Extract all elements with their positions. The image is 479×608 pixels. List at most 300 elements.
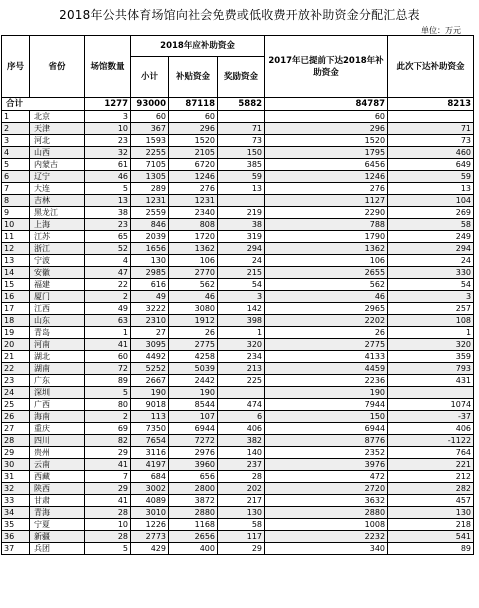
- cell-seq[interactable]: 18: [2, 315, 30, 327]
- cell-advance[interactable]: 106: [265, 255, 388, 267]
- cell-venues[interactable]: 41: [85, 459, 131, 471]
- cell-subtotal[interactable]: 27: [131, 327, 169, 339]
- cell-subtotal[interactable]: 49: [131, 291, 169, 303]
- cell-reward[interactable]: 38: [218, 219, 265, 231]
- cell-seq[interactable]: 2: [2, 123, 30, 135]
- cell-subtotal[interactable]: 2667: [131, 375, 169, 387]
- cell-province[interactable]: 福建: [30, 279, 85, 291]
- cell-this-round[interactable]: -1122: [388, 435, 474, 447]
- cell-province[interactable]: 天津: [30, 123, 85, 135]
- cell-advance[interactable]: 1795: [265, 147, 388, 159]
- cell-reward[interactable]: 13: [218, 183, 265, 195]
- cell-seq[interactable]: 36: [2, 531, 30, 543]
- cell-reward[interactable]: 406: [218, 423, 265, 435]
- cell-this-round[interactable]: 212: [388, 471, 474, 483]
- cell-advance[interactable]: 1246: [265, 171, 388, 183]
- cell-reward[interactable]: 234: [218, 351, 265, 363]
- cell-venues[interactable]: 63: [85, 315, 131, 327]
- cell-advance[interactable]: 150: [265, 411, 388, 423]
- cell-advance[interactable]: 8776: [265, 435, 388, 447]
- header-group-2018[interactable]: 2018年应补助资金: [131, 36, 265, 57]
- cell-this-round[interactable]: 24: [388, 255, 474, 267]
- cell-province[interactable]: 湖南: [30, 363, 85, 375]
- cell-subtotal[interactable]: 3095: [131, 339, 169, 351]
- cell-subsidy[interactable]: 2442: [169, 375, 218, 387]
- cell-venues[interactable]: 13: [85, 195, 131, 207]
- cell-this-round[interactable]: 221: [388, 459, 474, 471]
- cell-province[interactable]: 甘肃: [30, 495, 85, 507]
- cell-this-round[interactable]: 406: [388, 423, 474, 435]
- cell-this-round[interactable]: 294: [388, 243, 474, 255]
- cell-advance[interactable]: 562: [265, 279, 388, 291]
- cell-subtotal[interactable]: 190: [131, 387, 169, 399]
- cell-province[interactable]: 河北: [30, 135, 85, 147]
- cell-province[interactable]: 辽宁: [30, 171, 85, 183]
- cell-venues[interactable]: 41: [85, 339, 131, 351]
- cell-venues[interactable]: 29: [85, 483, 131, 495]
- cell-reward[interactable]: 117: [218, 531, 265, 543]
- cell-advance[interactable]: 276: [265, 183, 388, 195]
- cell-seq[interactable]: 13: [2, 255, 30, 267]
- total-subtotal[interactable]: 93000: [131, 98, 169, 111]
- cell-reward[interactable]: 319: [218, 231, 265, 243]
- cell-advance[interactable]: 1008: [265, 519, 388, 531]
- cell-advance[interactable]: 26: [265, 327, 388, 339]
- cell-reward[interactable]: 73: [218, 135, 265, 147]
- cell-seq[interactable]: 4: [2, 147, 30, 159]
- cell-seq[interactable]: 27: [2, 423, 30, 435]
- cell-venues[interactable]: 65: [85, 231, 131, 243]
- cell-subsidy[interactable]: 7272: [169, 435, 218, 447]
- cell-subsidy[interactable]: 808: [169, 219, 218, 231]
- cell-venues[interactable]: 23: [85, 219, 131, 231]
- cell-seq[interactable]: 34: [2, 507, 30, 519]
- cell-subtotal[interactable]: 9018: [131, 399, 169, 411]
- cell-subsidy[interactable]: 8544: [169, 399, 218, 411]
- cell-venues[interactable]: 5: [85, 183, 131, 195]
- cell-venues[interactable]: 2: [85, 411, 131, 423]
- total-label[interactable]: 合计: [2, 98, 85, 111]
- cell-subtotal[interactable]: 7105: [131, 159, 169, 171]
- cell-reward[interactable]: 219: [218, 207, 265, 219]
- cell-this-round[interactable]: [388, 387, 474, 399]
- cell-venues[interactable]: 5: [85, 387, 131, 399]
- cell-venues[interactable]: 3: [85, 111, 131, 123]
- cell-subtotal[interactable]: 367: [131, 123, 169, 135]
- cell-subsidy[interactable]: 106: [169, 255, 218, 267]
- cell-subsidy[interactable]: 2105: [169, 147, 218, 159]
- cell-province[interactable]: 海南: [30, 411, 85, 423]
- cell-subsidy[interactable]: 1246: [169, 171, 218, 183]
- cell-subsidy[interactable]: 276: [169, 183, 218, 195]
- cell-reward[interactable]: 225: [218, 375, 265, 387]
- cell-subsidy[interactable]: 4258: [169, 351, 218, 363]
- cell-subsidy[interactable]: 562: [169, 279, 218, 291]
- total-this-round[interactable]: 8213: [388, 98, 474, 111]
- cell-venues[interactable]: 4: [85, 255, 131, 267]
- cell-venues[interactable]: 28: [85, 507, 131, 519]
- cell-reward[interactable]: 215: [218, 267, 265, 279]
- cell-this-round[interactable]: 13: [388, 183, 474, 195]
- cell-advance[interactable]: 2290: [265, 207, 388, 219]
- cell-this-round[interactable]: 359: [388, 351, 474, 363]
- cell-subtotal[interactable]: 5252: [131, 363, 169, 375]
- cell-advance[interactable]: 46: [265, 291, 388, 303]
- cell-advance[interactable]: 296: [265, 123, 388, 135]
- cell-advance[interactable]: 788: [265, 219, 388, 231]
- cell-subtotal[interactable]: 1226: [131, 519, 169, 531]
- cell-province[interactable]: 广西: [30, 399, 85, 411]
- cell-province[interactable]: 山西: [30, 147, 85, 159]
- cell-subsidy[interactable]: 6720: [169, 159, 218, 171]
- cell-subsidy[interactable]: 3960: [169, 459, 218, 471]
- cell-advance[interactable]: 2232: [265, 531, 388, 543]
- cell-subsidy[interactable]: 3080: [169, 303, 218, 315]
- cell-province[interactable]: 宁夏: [30, 519, 85, 531]
- cell-province[interactable]: 安徽: [30, 267, 85, 279]
- cell-this-round[interactable]: 58: [388, 219, 474, 231]
- header-reward[interactable]: 奖励资金: [218, 57, 265, 98]
- cell-subsidy[interactable]: 2775: [169, 339, 218, 351]
- cell-advance[interactable]: 6944: [265, 423, 388, 435]
- cell-reward[interactable]: 237: [218, 459, 265, 471]
- cell-province[interactable]: 黑龙江: [30, 207, 85, 219]
- cell-reward[interactable]: 6: [218, 411, 265, 423]
- cell-advance[interactable]: 2202: [265, 315, 388, 327]
- cell-advance[interactable]: 1127: [265, 195, 388, 207]
- cell-reward[interactable]: 213: [218, 363, 265, 375]
- cell-seq[interactable]: 3: [2, 135, 30, 147]
- cell-province[interactable]: 山东: [30, 315, 85, 327]
- cell-province[interactable]: 吉林: [30, 195, 85, 207]
- cell-seq[interactable]: 9: [2, 207, 30, 219]
- cell-reward[interactable]: 24: [218, 255, 265, 267]
- header-subsidy[interactable]: 补贴资金: [169, 57, 218, 98]
- cell-subtotal[interactable]: 429: [131, 543, 169, 555]
- cell-advance[interactable]: 3976: [265, 459, 388, 471]
- cell-reward[interactable]: 294: [218, 243, 265, 255]
- cell-reward[interactable]: 71: [218, 123, 265, 135]
- cell-subsidy[interactable]: 1231: [169, 195, 218, 207]
- cell-venues[interactable]: 46: [85, 171, 131, 183]
- cell-seq[interactable]: 10: [2, 219, 30, 231]
- cell-advance[interactable]: 1790: [265, 231, 388, 243]
- cell-seq[interactable]: 24: [2, 387, 30, 399]
- cell-venues[interactable]: 29: [85, 447, 131, 459]
- cell-subsidy[interactable]: 3872: [169, 495, 218, 507]
- cell-province[interactable]: 浙江: [30, 243, 85, 255]
- cell-province[interactable]: 上海: [30, 219, 85, 231]
- cell-this-round[interactable]: 3: [388, 291, 474, 303]
- cell-subtotal[interactable]: 2255: [131, 147, 169, 159]
- cell-seq[interactable]: 1: [2, 111, 30, 123]
- cell-subsidy[interactable]: 5039: [169, 363, 218, 375]
- cell-reward[interactable]: 217: [218, 495, 265, 507]
- cell-seq[interactable]: 12: [2, 243, 30, 255]
- cell-this-round[interactable]: 431: [388, 375, 474, 387]
- cell-seq[interactable]: 6: [2, 171, 30, 183]
- cell-province[interactable]: 新疆: [30, 531, 85, 543]
- cell-seq[interactable]: 16: [2, 291, 30, 303]
- cell-reward[interactable]: 59: [218, 171, 265, 183]
- cell-seq[interactable]: 20: [2, 339, 30, 351]
- cell-reward[interactable]: 29: [218, 543, 265, 555]
- cell-this-round[interactable]: 257: [388, 303, 474, 315]
- cell-advance[interactable]: 2352: [265, 447, 388, 459]
- cell-province[interactable]: 北京: [30, 111, 85, 123]
- cell-subtotal[interactable]: 1593: [131, 135, 169, 147]
- cell-this-round[interactable]: 460: [388, 147, 474, 159]
- cell-reward[interactable]: [218, 195, 265, 207]
- cell-reward[interactable]: 3: [218, 291, 265, 303]
- total-subsidy[interactable]: 87118: [169, 98, 218, 111]
- cell-subsidy[interactable]: 1520: [169, 135, 218, 147]
- cell-seq[interactable]: 8: [2, 195, 30, 207]
- cell-seq[interactable]: 17: [2, 303, 30, 315]
- cell-reward[interactable]: 398: [218, 315, 265, 327]
- cell-reward[interactable]: 54: [218, 279, 265, 291]
- cell-reward[interactable]: 474: [218, 399, 265, 411]
- cell-seq[interactable]: 22: [2, 363, 30, 375]
- cell-subsidy[interactable]: 2656: [169, 531, 218, 543]
- cell-advance[interactable]: 60: [265, 111, 388, 123]
- cell-venues[interactable]: 69: [85, 423, 131, 435]
- cell-venues[interactable]: 47: [85, 267, 131, 279]
- cell-reward[interactable]: 202: [218, 483, 265, 495]
- cell-advance[interactable]: 7944: [265, 399, 388, 411]
- cell-reward[interactable]: 130: [218, 507, 265, 519]
- cell-province[interactable]: 内蒙古: [30, 159, 85, 171]
- cell-reward[interactable]: [218, 111, 265, 123]
- cell-this-round[interactable]: 764: [388, 447, 474, 459]
- cell-seq[interactable]: 7: [2, 183, 30, 195]
- cell-venues[interactable]: 49: [85, 303, 131, 315]
- cell-province[interactable]: 四川: [30, 435, 85, 447]
- cell-seq[interactable]: 32: [2, 483, 30, 495]
- cell-advance[interactable]: 190: [265, 387, 388, 399]
- cell-advance[interactable]: 4133: [265, 351, 388, 363]
- cell-subtotal[interactable]: 3116: [131, 447, 169, 459]
- cell-seq[interactable]: 19: [2, 327, 30, 339]
- cell-subtotal[interactable]: 3222: [131, 303, 169, 315]
- cell-subsidy[interactable]: 46: [169, 291, 218, 303]
- cell-subtotal[interactable]: 2559: [131, 207, 169, 219]
- cell-subsidy[interactable]: 26: [169, 327, 218, 339]
- cell-province[interactable]: 重庆: [30, 423, 85, 435]
- cell-subtotal[interactable]: 2773: [131, 531, 169, 543]
- cell-venues[interactable]: 60: [85, 351, 131, 363]
- cell-province[interactable]: 厦门: [30, 291, 85, 303]
- cell-this-round[interactable]: 793: [388, 363, 474, 375]
- cell-subsidy[interactable]: 107: [169, 411, 218, 423]
- cell-province[interactable]: 西藏: [30, 471, 85, 483]
- cell-subtotal[interactable]: 3002: [131, 483, 169, 495]
- cell-venues[interactable]: 32: [85, 147, 131, 159]
- cell-province[interactable]: 江苏: [30, 231, 85, 243]
- cell-venues[interactable]: 1: [85, 327, 131, 339]
- cell-this-round[interactable]: 1: [388, 327, 474, 339]
- cell-seq[interactable]: 14: [2, 267, 30, 279]
- cell-province[interactable]: 宁波: [30, 255, 85, 267]
- cell-subtotal[interactable]: 130: [131, 255, 169, 267]
- cell-province[interactable]: 贵州: [30, 447, 85, 459]
- cell-this-round[interactable]: 71: [388, 123, 474, 135]
- cell-this-round[interactable]: [388, 111, 474, 123]
- cell-seq[interactable]: 37: [2, 543, 30, 555]
- cell-province[interactable]: 云南: [30, 459, 85, 471]
- cell-subtotal[interactable]: 4197: [131, 459, 169, 471]
- cell-subtotal[interactable]: 7350: [131, 423, 169, 435]
- cell-subsidy[interactable]: 1912: [169, 315, 218, 327]
- cell-advance[interactable]: 1362: [265, 243, 388, 255]
- cell-seq[interactable]: 26: [2, 411, 30, 423]
- cell-venues[interactable]: 10: [85, 123, 131, 135]
- cell-seq[interactable]: 25: [2, 399, 30, 411]
- cell-reward[interactable]: 1: [218, 327, 265, 339]
- cell-this-round[interactable]: -37: [388, 411, 474, 423]
- total-venues[interactable]: 1277: [85, 98, 131, 111]
- cell-venues[interactable]: 41: [85, 495, 131, 507]
- cell-subtotal[interactable]: 7654: [131, 435, 169, 447]
- cell-venues[interactable]: 28: [85, 531, 131, 543]
- cell-subtotal[interactable]: 1231: [131, 195, 169, 207]
- cell-venues[interactable]: 80: [85, 399, 131, 411]
- cell-subtotal[interactable]: 1305: [131, 171, 169, 183]
- cell-province[interactable]: 大连: [30, 183, 85, 195]
- cell-subsidy[interactable]: 2976: [169, 447, 218, 459]
- cell-venues[interactable]: 23: [85, 135, 131, 147]
- cell-reward[interactable]: 142: [218, 303, 265, 315]
- cell-this-round[interactable]: 104: [388, 195, 474, 207]
- cell-advance[interactable]: 2775: [265, 339, 388, 351]
- cell-advance[interactable]: 2655: [265, 267, 388, 279]
- cell-subtotal[interactable]: 4089: [131, 495, 169, 507]
- cell-this-round[interactable]: 649: [388, 159, 474, 171]
- cell-this-round[interactable]: 59: [388, 171, 474, 183]
- cell-seq[interactable]: 35: [2, 519, 30, 531]
- cell-subsidy[interactable]: 2340: [169, 207, 218, 219]
- cell-subsidy[interactable]: 1362: [169, 243, 218, 255]
- cell-this-round[interactable]: 541: [388, 531, 474, 543]
- cell-venues[interactable]: 52: [85, 243, 131, 255]
- cell-this-round[interactable]: 330: [388, 267, 474, 279]
- cell-this-round[interactable]: 320: [388, 339, 474, 351]
- cell-subsidy[interactable]: 1720: [169, 231, 218, 243]
- cell-advance[interactable]: 1520: [265, 135, 388, 147]
- cell-subtotal[interactable]: 1656: [131, 243, 169, 255]
- cell-subsidy[interactable]: 60: [169, 111, 218, 123]
- cell-reward[interactable]: 58: [218, 519, 265, 531]
- cell-this-round[interactable]: 73: [388, 135, 474, 147]
- cell-province[interactable]: 深圳: [30, 387, 85, 399]
- cell-subtotal[interactable]: 4492: [131, 351, 169, 363]
- cell-venues[interactable]: 22: [85, 279, 131, 291]
- cell-province[interactable]: 河南: [30, 339, 85, 351]
- cell-reward[interactable]: 28: [218, 471, 265, 483]
- cell-subtotal[interactable]: 3010: [131, 507, 169, 519]
- cell-province[interactable]: 青岛: [30, 327, 85, 339]
- cell-subtotal[interactable]: 113: [131, 411, 169, 423]
- cell-this-round[interactable]: 89: [388, 543, 474, 555]
- total-advance[interactable]: 84787: [265, 98, 388, 111]
- cell-subtotal[interactable]: 2310: [131, 315, 169, 327]
- cell-reward[interactable]: 320: [218, 339, 265, 351]
- cell-reward[interactable]: [218, 387, 265, 399]
- cell-subtotal[interactable]: 846: [131, 219, 169, 231]
- cell-this-round[interactable]: 108: [388, 315, 474, 327]
- cell-this-round[interactable]: 218: [388, 519, 474, 531]
- cell-province[interactable]: 湖北: [30, 351, 85, 363]
- cell-this-round[interactable]: 130: [388, 507, 474, 519]
- cell-subtotal[interactable]: 2039: [131, 231, 169, 243]
- cell-subsidy[interactable]: 2770: [169, 267, 218, 279]
- cell-this-round[interactable]: 249: [388, 231, 474, 243]
- header-this-round[interactable]: 此次下达补助资金: [388, 36, 474, 98]
- cell-seq[interactable]: 23: [2, 375, 30, 387]
- cell-advance[interactable]: 4459: [265, 363, 388, 375]
- cell-advance[interactable]: 6456: [265, 159, 388, 171]
- cell-seq[interactable]: 33: [2, 495, 30, 507]
- cell-province[interactable]: 青海: [30, 507, 85, 519]
- cell-venues[interactable]: 82: [85, 435, 131, 447]
- cell-seq[interactable]: 15: [2, 279, 30, 291]
- header-subtotal[interactable]: 小计: [131, 57, 169, 98]
- cell-seq[interactable]: 21: [2, 351, 30, 363]
- cell-subtotal[interactable]: 616: [131, 279, 169, 291]
- cell-province[interactable]: 江西: [30, 303, 85, 315]
- cell-this-round[interactable]: 269: [388, 207, 474, 219]
- cell-province[interactable]: 陕西: [30, 483, 85, 495]
- cell-subsidy[interactable]: 6944: [169, 423, 218, 435]
- cell-subsidy[interactable]: 296: [169, 123, 218, 135]
- cell-venues[interactable]: 2: [85, 291, 131, 303]
- cell-this-round[interactable]: 1074: [388, 399, 474, 411]
- cell-subsidy[interactable]: 2800: [169, 483, 218, 495]
- header-venues[interactable]: 场馆数量: [85, 36, 131, 98]
- cell-advance[interactable]: 472: [265, 471, 388, 483]
- cell-venues[interactable]: 7: [85, 471, 131, 483]
- cell-this-round[interactable]: 282: [388, 483, 474, 495]
- header-seq[interactable]: 序号: [2, 36, 30, 98]
- cell-advance[interactable]: 2236: [265, 375, 388, 387]
- cell-reward[interactable]: 140: [218, 447, 265, 459]
- cell-venues[interactable]: 10: [85, 519, 131, 531]
- total-reward[interactable]: 5882: [218, 98, 265, 111]
- cell-province[interactable]: 广东: [30, 375, 85, 387]
- cell-province[interactable]: 兵团: [30, 543, 85, 555]
- cell-subtotal[interactable]: 2985: [131, 267, 169, 279]
- cell-seq[interactable]: 11: [2, 231, 30, 243]
- cell-this-round[interactable]: 457: [388, 495, 474, 507]
- header-advance-2017[interactable]: 2017年已提前下达2018年补助资金: [265, 36, 388, 98]
- cell-subsidy[interactable]: 1168: [169, 519, 218, 531]
- cell-reward[interactable]: 385: [218, 159, 265, 171]
- cell-subtotal[interactable]: 684: [131, 471, 169, 483]
- cell-subsidy[interactable]: 190: [169, 387, 218, 399]
- cell-subsidy[interactable]: 2880: [169, 507, 218, 519]
- cell-advance[interactable]: 2880: [265, 507, 388, 519]
- cell-this-round[interactable]: 54: [388, 279, 474, 291]
- cell-venues[interactable]: 38: [85, 207, 131, 219]
- cell-venues[interactable]: 61: [85, 159, 131, 171]
- cell-venues[interactable]: 72: [85, 363, 131, 375]
- cell-seq[interactable]: 28: [2, 435, 30, 447]
- cell-subtotal[interactable]: 60: [131, 111, 169, 123]
- cell-seq[interactable]: 5: [2, 159, 30, 171]
- cell-advance[interactable]: 340: [265, 543, 388, 555]
- cell-venues[interactable]: 89: [85, 375, 131, 387]
- cell-advance[interactable]: 2720: [265, 483, 388, 495]
